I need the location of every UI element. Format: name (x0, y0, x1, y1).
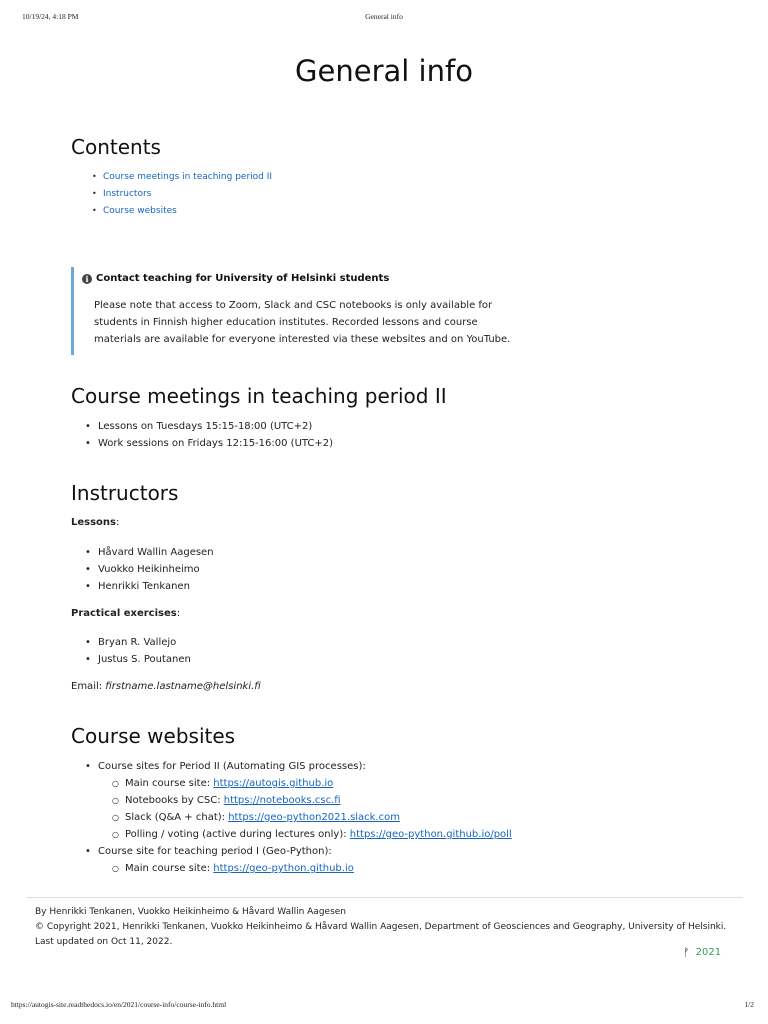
email-label: Email: (71, 681, 106, 692)
toc-item (92, 187, 272, 204)
footer-updated: Last updated on Oct 11, 2022. (35, 937, 173, 947)
toc-link-meetings[interactable]: Course meetings in teaching period II (103, 172, 273, 182)
site-label: Main course site: (125, 778, 214, 789)
exercises-colon: : (176, 608, 181, 619)
lessons-colon: : (116, 517, 120, 528)
lessons-list (85, 544, 214, 595)
note-body: Please note that access to Zoom, Slack and CSC notebooks is only available for students in Finnish higher education institutes. Recorded lessons and course materials are available for everyone interested via these websites and on YouTube. (94, 300, 511, 345)
list-item (85, 860, 512, 877)
note-title: Contact teaching for University of Helsinki students (96, 273, 390, 284)
toc-item (92, 170, 272, 187)
email-value: firstname.lastname@helsinki.fi (105, 681, 261, 692)
meetings-list (85, 418, 333, 452)
print-header (0, 12, 768, 24)
site-label: Main course site: (125, 863, 214, 874)
websites-heading: Course websites (71, 724, 236, 748)
link-csc-notebooks[interactable]: https://notebooks.csc.fi (223, 795, 341, 806)
git-branch-icon: ᚠ (683, 946, 690, 959)
footer-divider (27, 897, 743, 898)
print-url: https://autogis-site.readthedocs.io/en/2021/course-info/course-info.html (11, 1000, 227, 1009)
list-item: • Course site for teaching period I (Geo-Python): (85, 843, 512, 860)
site-label: Slack (Q&A + chat): (125, 812, 229, 823)
list-item (85, 826, 512, 843)
list-item: • Justus S. Poutanen (85, 651, 191, 668)
link-geo-python[interactable]: https://geo-python.github.io (213, 863, 354, 874)
toc-item (92, 204, 272, 221)
note-admonition (71, 267, 514, 355)
site-label: Notebooks by CSC: (125, 795, 224, 806)
exercises-label-row (71, 608, 180, 619)
print-datetime: 10/19/24, 4:18 PM (22, 12, 79, 21)
site-label: Polling / voting (active during lectures only): (125, 829, 350, 840)
version-selector[interactable] (683, 946, 721, 959)
table-of-contents (92, 170, 272, 221)
page-title: General info (295, 54, 473, 88)
list-item: • Henrikki Tenkanen (85, 578, 214, 595)
link-autogis[interactable]: https://autogis.github.io (213, 778, 334, 789)
link-slack[interactable]: https://geo-python2021.slack.com (228, 812, 401, 823)
email-row (71, 681, 261, 692)
print-doc-title: General info (365, 12, 403, 21)
websites-list (85, 758, 512, 877)
meetings-heading: Course meetings in teaching period II (71, 384, 447, 408)
footer-copyright: © Copyright 2021, Henrikki Tenkanen, Vuokko Heikinheimo & Håvard Wallin Aagesen, Department of Geosciences and Geography, University of Helsinki. (35, 922, 727, 932)
list-item: • Course sites for Period II (Automating GIS processes): (85, 758, 512, 775)
print-footer (0, 1000, 768, 1012)
list-item: • Vuokko Heikinheimo (85, 561, 214, 578)
version-label: 2021 (695, 947, 722, 958)
print-page-number: 1/2 (744, 1000, 754, 1009)
toc-link-websites[interactable]: Course websites (103, 206, 177, 216)
list-item (85, 792, 512, 809)
list-item: • Bryan R. Vallejo (85, 634, 191, 651)
list-item (85, 809, 512, 826)
lessons-label-row (71, 517, 119, 528)
note-title-row (82, 273, 389, 284)
toc-link-instructors[interactable]: Instructors (103, 189, 152, 199)
instructors-heading: Instructors (71, 481, 179, 505)
contents-heading: Contents (71, 135, 161, 159)
info-icon: i (82, 274, 92, 284)
list-item: • Work sessions on Fridays 12:15-16:00 (UTC+2) (85, 435, 333, 452)
list-item (85, 775, 512, 792)
list-item: • Håvard Wallin Aagesen (85, 544, 214, 561)
link-poll[interactable]: https://geo-python.github.io/poll (349, 829, 512, 840)
lessons-label: Lessons (71, 517, 116, 528)
footer-authors: By Henrikki Tenkanen, Vuokko Heikinheimo & Håvard Wallin Aagesen (35, 907, 347, 917)
list-item: • Lessons on Tuesdays 15:15-18:00 (UTC+2) (85, 418, 333, 435)
exercises-label: Practical exercises (71, 608, 177, 619)
exercises-list (85, 634, 191, 668)
